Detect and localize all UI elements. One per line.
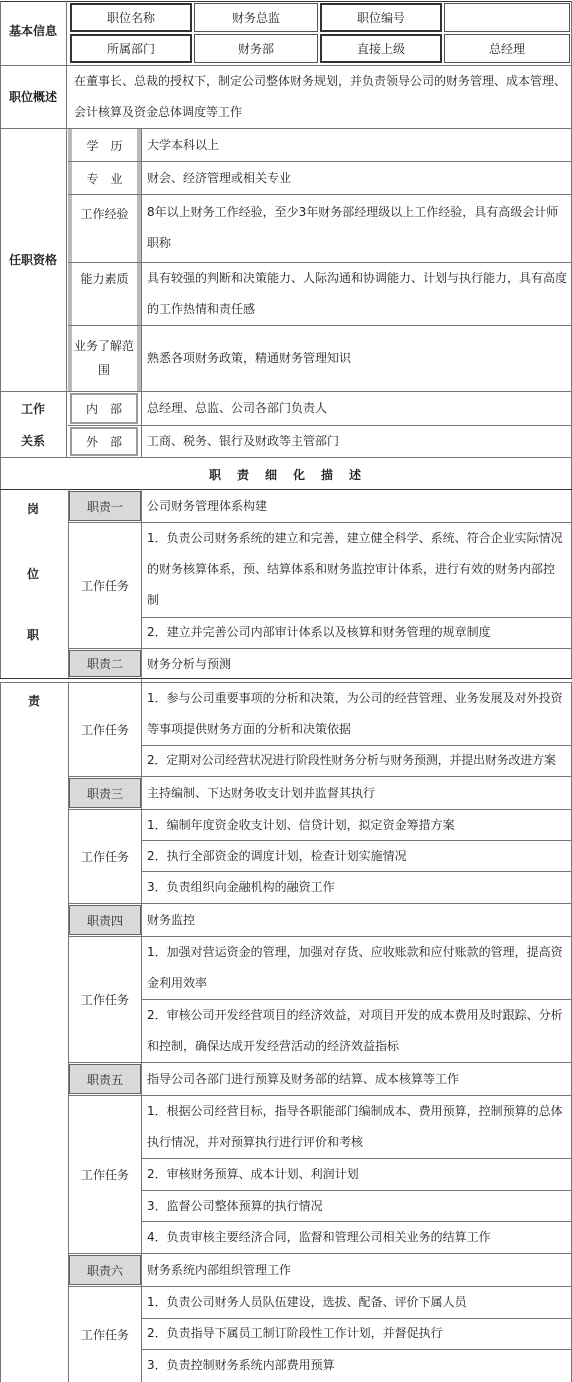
overview-label: 职位概述 [8, 90, 57, 104]
job-title-label: 职位名称 [70, 3, 192, 32]
duty-6-label: 职责六 [69, 1255, 141, 1285]
duty-3-label: 职责三 [69, 778, 141, 808]
duty-1-title: 公司财务管理体系构建 [147, 499, 268, 513]
business-scope-value: 熟悉各项财务政策，精通财务管理知识 [147, 351, 352, 365]
duty-4-task-label: 工作任务 [80, 993, 129, 1007]
duty-5-task-label: 工作任务 [80, 1168, 129, 1182]
duty-3-task-2: 2．执行全部资金的调度计划，检查计划实施情况 [147, 849, 407, 863]
internal-label: 内 部 [70, 393, 138, 424]
experience-value: 8年以上财务工作经验，至少3年财务部经理级以上工作经验，具有高级会计师职称 [147, 205, 559, 250]
duty-2-task-1: 1．参与公司重要事项的分析和决策，为公司的经营管理、业务发展及对外投资等事项提供财务方面的分析和决策依据 [147, 691, 563, 736]
duty-header: 职 责 细 化 描 述 [208, 468, 363, 482]
duty-1-task-1: 1．负责公司财务系统的建立和完善，建立健全科学、系统、符合企业实际情况的财务核算体系，预、结算体系和财务监控审计体系，进行有效的财务内部控制 [147, 531, 563, 607]
experience-label: 工作经验 [80, 206, 129, 221]
duty-5-task-4: 4．负责审核主要经济合同，监督和管理公司相关业务的结算工作 [147, 1230, 491, 1244]
side-label-2: 位 [26, 567, 39, 581]
job-title-value: 财务总监 [194, 3, 318, 32]
duty-5-task-3: 3．监督公司整体预算的执行情况 [147, 1199, 323, 1213]
duty-6-task-label: 工作任务 [80, 1328, 129, 1342]
side-label-1: 岗 [26, 502, 39, 516]
duty-2-task-2: 2．定期对公司经营状况进行阶段性财务分析与财务预测，并提出财务改进方案 [147, 753, 556, 767]
duty-3-title: 主持编制、下达财务收支计划并监督其执行 [147, 786, 376, 800]
side-label-4: 责 [27, 694, 40, 708]
education-value: 大学本科以上 [147, 138, 220, 152]
job-code-label: 职位编号 [320, 3, 442, 32]
duty-3-task-1: 1．编制年度资金收支计划、信贷计划，拟定资金筹措方案 [147, 818, 455, 832]
duty-5-task-1: 1．根据公司经营目标，指导各职能部门编制成本、费用预算，控制预算的总体执行情况，并对预算执行进行评价和考核 [147, 1104, 563, 1149]
ability-value: 具有较强的判断和决策能力、人际沟通和协调能力、计划与执行能力，具有高度的工作热情和责任感 [147, 271, 568, 316]
duty-6-task-1: 1．负责公司财务人员队伍建设，选拔、配备、评价下属人员 [147, 1295, 467, 1309]
duty-5-label: 职责五 [69, 1064, 141, 1094]
supervisor-value: 总经理 [444, 34, 570, 63]
supervisor-label: 直接上级 [320, 34, 442, 63]
relations-label-1: 工作 [20, 402, 45, 416]
duty-5-task-2: 2．审核财务预算、成本计划、利润计划 [147, 1167, 359, 1181]
duty-1-task-label: 工作任务 [80, 578, 129, 593]
duty-3-task-label: 工作任务 [80, 850, 129, 864]
job-code-value [444, 3, 570, 32]
duty-2-label: 职责二 [69, 650, 141, 677]
duty-4-task-2: 2．审核公司开发经营项目的经济效益，对项目开发的成本费用及时跟踪、分析和控制，确保达成开发经营活动的经济效益指标 [147, 1008, 563, 1053]
duty-3-task-3: 3．负责组织向金融机构的融资工作 [147, 880, 335, 894]
duty-2-task-label: 工作任务 [80, 723, 129, 737]
business-scope-label: 业务了解范围 [74, 339, 135, 377]
qualification-label: 任职资格 [8, 253, 57, 267]
duty-1-label: 职责一 [69, 491, 141, 521]
department-label: 所属部门 [70, 34, 192, 63]
education-label: 学 历 [86, 138, 123, 153]
major-value: 财会、经济管理或相关专业 [147, 171, 292, 185]
duty-4-task-1: 1．加强对营运资金的管理，加强对存货、应收账款和应付账款的管理，提高资金利用效率 [147, 945, 563, 990]
duty-4-label: 职责四 [69, 905, 141, 935]
department-value: 财务部 [194, 34, 318, 63]
basic-info-label: 基本信息 [8, 24, 57, 38]
duty-6-title: 财务系统内部组织管理工作 [147, 1263, 292, 1277]
duty-5-title: 指导公司各部门进行预算及财务部的结算、成本核算等工作 [147, 1072, 460, 1086]
overview-text: 在董事长、总裁的授权下，制定公司整体财务规划，并负责领导公司的财务管理、成本管理、会计核算及资金总体调度等工作 [74, 74, 567, 119]
duty-6-task-3: 3．负责控制财务系统内部费用预算 [147, 1358, 335, 1372]
duty-1-task-2: 2．建立并完善公司内部审计体系以及核算和财务管理的规章制度 [147, 625, 491, 639]
duty-4-title: 财务监控 [147, 913, 196, 927]
external-value: 工商、税务、银行及财政等主管部门 [147, 434, 340, 448]
internal-value: 总经理、总监、公司各部门负责人 [147, 401, 328, 415]
relations-label-2: 关系 [20, 434, 45, 448]
duty-6-task-2: 2．负责指导下属员工制订阶段性工作计划，并督促执行 [147, 1326, 443, 1340]
external-label: 外 部 [70, 427, 138, 456]
ability-label: 能力素质 [80, 271, 129, 286]
side-label-3: 职 [26, 628, 39, 642]
major-label: 专 业 [86, 171, 123, 186]
duty-2-title: 财务分析与预测 [147, 657, 232, 671]
